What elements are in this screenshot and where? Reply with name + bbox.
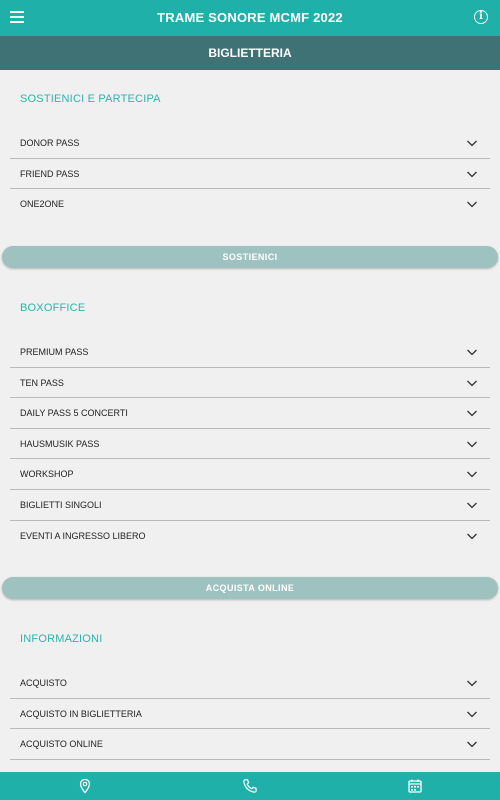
list-item-label: ACQUISTO: [20, 678, 67, 688]
list-item[interactable]: [10, 337, 490, 368]
list-item[interactable]: [10, 729, 490, 760]
info-icon[interactable]: i: [474, 10, 488, 24]
section-title-boxoffice: BOXOFFICE: [20, 302, 86, 314]
list-item-label: DAILY PASS 5 CONCERTI: [20, 408, 128, 419]
chevron-down-icon: [466, 738, 478, 750]
list-item-label: WORKSHOP: [20, 469, 74, 480]
list-item[interactable]: [10, 699, 490, 730]
chevron-down-icon: [466, 168, 478, 180]
list-item[interactable]: [10, 429, 490, 460]
chevron-down-icon: [466, 468, 478, 480]
list-item[interactable]: [10, 521, 490, 552]
section-title-sostienici: SOSTIENICI E PARTECIPA: [20, 93, 161, 105]
list-item[interactable]: [10, 128, 490, 159]
chevron-down-icon: [466, 407, 478, 419]
location-pin-icon: [77, 778, 93, 794]
list-item-label: ONE2ONE: [20, 199, 65, 210]
list-item-label: ACQUISTO ONLINE: [20, 739, 103, 750]
list-item[interactable]: [10, 459, 490, 490]
page-title: BIGLIETTERIA: [208, 46, 292, 60]
chevron-down-icon: [466, 377, 478, 389]
calendar-tab[interactable]: [395, 772, 435, 800]
chevron-down-icon: [466, 438, 478, 450]
list-item-label: PREMIUM PASS: [20, 347, 89, 357]
phone-tab[interactable]: [230, 772, 270, 800]
list-item-label: ACQUISTO IN BIGLIETTERIA: [20, 708, 142, 719]
chevron-down-icon: [466, 530, 478, 542]
list-item[interactable]: [10, 189, 490, 220]
app-header: [0, 0, 500, 36]
list-item-label: DONOR PASS: [20, 138, 80, 148]
phone-icon: [242, 778, 258, 794]
section-title-informazioni: INFORMAZIONI: [20, 633, 103, 645]
chevron-down-icon: [466, 137, 478, 149]
list-item[interactable]: [10, 668, 490, 699]
location-tab[interactable]: [65, 772, 105, 800]
list-item[interactable]: [10, 490, 490, 521]
list-item[interactable]: [10, 368, 490, 399]
acquista-online-button[interactable]: ACQUISTA ONLINE: [2, 577, 498, 599]
list-item[interactable]: [10, 159, 490, 190]
list-item-label: BIGLIETTI SINGOLI: [20, 499, 102, 510]
chevron-down-icon: [466, 198, 478, 210]
list-item-label: HAUSMUSIK PASS: [20, 438, 100, 449]
chevron-down-icon: [466, 499, 478, 511]
chevron-down-icon: [466, 346, 478, 358]
list-item-label: TEN PASS: [20, 377, 64, 388]
list-item-label: FRIEND PASS: [20, 168, 80, 179]
list-informazioni: [10, 668, 490, 760]
list-boxoffice: [10, 337, 490, 551]
app-title: TRAME SONORE MCMF 2022: [157, 10, 343, 25]
page-header: [0, 36, 500, 70]
sostienici-button[interactable]: SOSTIENICI: [2, 246, 498, 268]
calendar-icon: [407, 778, 423, 794]
bottom-nav: [0, 772, 500, 800]
chevron-down-icon: [466, 708, 478, 720]
list-sostienici: [10, 128, 490, 220]
list-item-label: EVENTI A INGRESSO LIBERO: [20, 530, 146, 541]
chevron-down-icon: [466, 677, 478, 689]
list-item[interactable]: [10, 398, 490, 429]
